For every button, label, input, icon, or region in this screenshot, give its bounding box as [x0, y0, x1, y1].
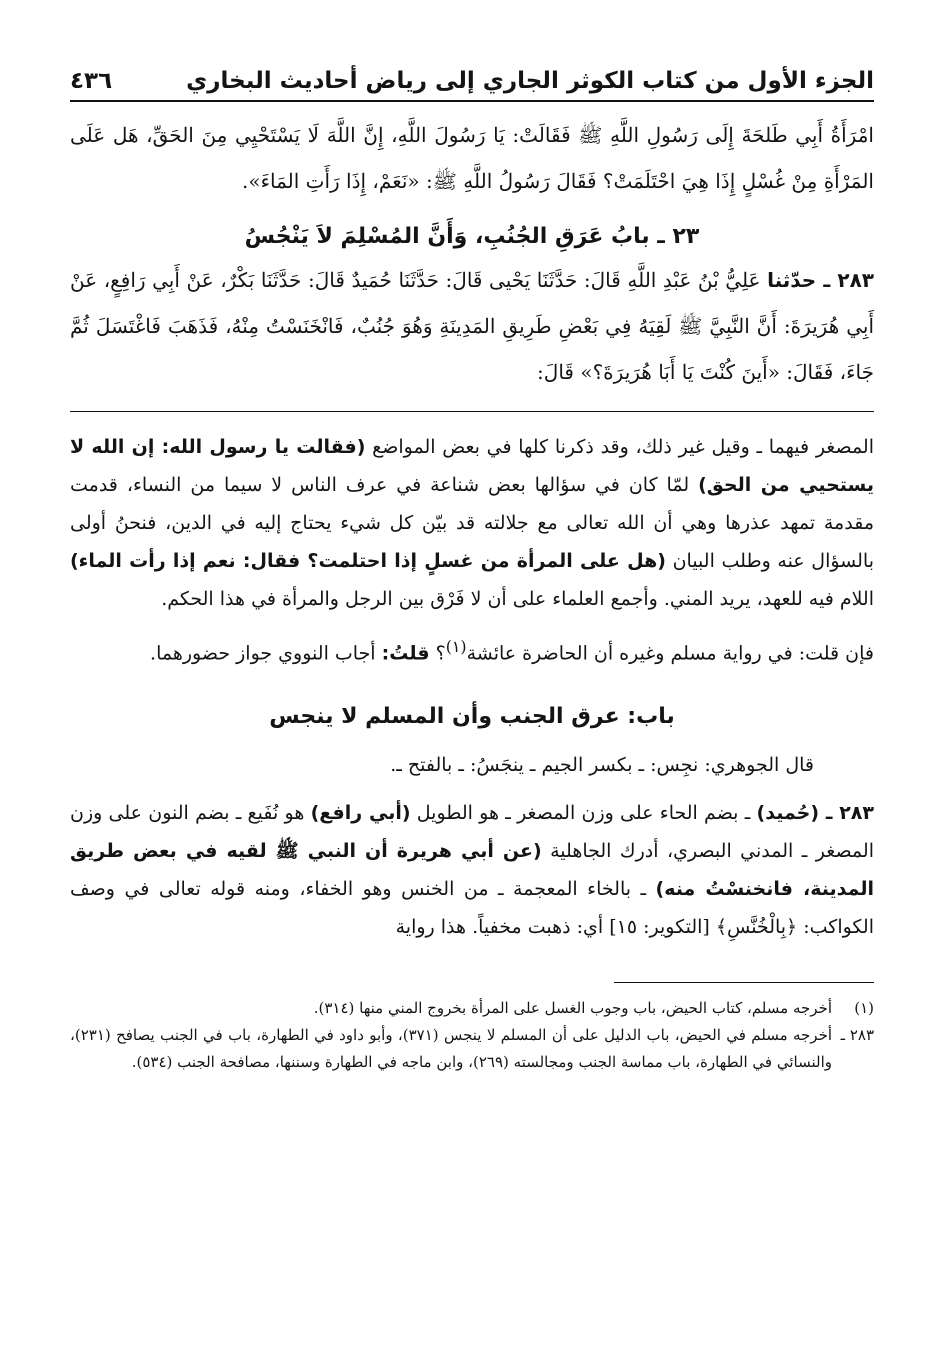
section-divider	[70, 411, 874, 412]
book-page	[70, 54, 874, 1076]
footnote	[70, 1022, 874, 1076]
footnote-key: (١)	[854, 999, 874, 1018]
footnote	[70, 995, 874, 1022]
quoted-text: (عن أبي هريرة أن النبي ﷺ لقيه في بعض طريق المدينة، فانخنسْتُ منه)	[70, 840, 874, 901]
commentary-text: المصغر فيهما ـ وقيل غير ذلك، وقد ذكرنا كلها في بعض المواضع	[365, 436, 874, 458]
footnote-text: أخرجه مسلم في الحيض، باب الدليل على أن المسلم لا ينجس (٣٧١)، وأبو داود في الطهارة، باب في الجنب يصافح (٢٣١)، والنسائي في الطهارة، باب مماسة الجنب ومجالسته (٢٦٩)، وابن ماجه في الطهارة وسننها، مصافحة الجنب (٥٣٤).	[70, 1026, 833, 1072]
commentary-text: لمّا كان في سؤالها بعض شناعة في عرف الناس لا سيما من النساء، قدمت مقدمة تمهد عذرها وهي أن الله تعالى مع جلالته قد بيّن كل شيء يحتاج إليه في الدين، فنحنُ أولى بالسؤال عنه وطلب البيان	[70, 474, 875, 572]
commentary-paragraph	[70, 628, 874, 672]
hadith-body: عَلِيُّ بْنُ عَبْدِ اللَّهِ قَالَ: حَدَّثَنَا يَحْيى قَالَ: حَدَّثَنَا حُمَيدٌ قَالَ: حَدَّثَنَا بَكْرٌ، عَنْ أَبِي رَافِعٍ، عَنْ أَبِي هُرَيرَةَ: أَنَّ النَّبِيَّ ﷺ لَقِيَهُ فِي بَعْضِ طَرِيقِ المَدِينَةِ وَهُوَ جُنُبٌ، فَانْخَنَسْتُ مِنْهُ، فَذَهَبَ فَاغْتَسَلَ ثُمَّ جَاءَ، فَقَالَ: «أَينَ كُنْتَ يَا أَبَا هُرَيرَةَ؟» قَالَ:	[70, 268, 874, 384]
chapter-heading: ٢٣ ـ بابُ عَرَقِ الجُنُبِ، وَأَنَّ المُسْلِمَ لاَ يَنْجُسُ	[244, 224, 700, 249]
commentary-text: ؟	[429, 642, 446, 665]
quoted-text: (فقالت يا رسول الله: إن الله لا يستحيي من الحق)	[70, 436, 874, 496]
running-header	[70, 54, 874, 102]
jawhari-note: قال الجوهري: نجِس: ـ بكسر الجيم ـ ينجَسُ: ـ بالفتح ـ.	[390, 754, 814, 777]
commentary-text: فإن قلت: في رواية مسلم وغيره أن الحاضرة عائشة	[466, 642, 874, 665]
commentary-text: أجاب النووي جواز حضورهما.	[150, 642, 382, 665]
quoted-text: (هل على المرأة من غسلٍ إذا احتلمت؟ فقال: نعم إذا رأت الماء)	[70, 550, 666, 572]
footnote-key: ٢٨٣ ـ	[840, 1026, 874, 1045]
quoted-text: قلتُ:	[381, 642, 430, 665]
footnotes	[70, 995, 874, 1076]
hadith-continuation: امْرَأَةُ أَبِي طَلحَةَ إِلَى رَسُولِ اللَّهِ ﷺ فَقَالَتْ: يَا رَسُولَ اللَّهِ، إِنَّ اللَّهَ لَا يَسْتَحْيِي مِنَ الحَقِّ، هَل عَلَى المَرْأَةِ مِنْ غُسْلٍ إِذَا هِيَ احْتَلَمَتْ؟ فَقَالَ رَسُولُ اللَّهِ ﷺ: «نَعَمْ، إِذَا رَأَتِ المَاءَ».	[70, 123, 874, 193]
commentary-paragraph	[70, 794, 874, 946]
hadith-283	[70, 257, 874, 395]
commentary-paragraph	[70, 428, 874, 618]
hadith-section	[70, 112, 874, 395]
footnote-rule	[614, 982, 874, 983]
footnote-reference: (١)	[445, 637, 467, 656]
hadith-number: ٢٨٣ ـ حدّثنا	[767, 268, 874, 292]
quoted-text: (أبي رافع)	[310, 802, 411, 825]
page-number: ٤٣٦	[70, 68, 113, 94]
commentary-heading: باب: عرق الجنب وأن المسلم لا ينجس	[269, 704, 675, 730]
book-title: الجزء الأول من كتاب الكوثر الجاري إلى رياض أحاديث البخاري	[186, 68, 874, 94]
commentary-text: ـ بضم الحاء على وزن المصغر ـ هو الطويل	[410, 802, 757, 825]
hadith-number: ٢٨٣ ـ (حُميد)	[756, 802, 874, 825]
commentary-text: ـ بالخاء المعجمة ـ من الخنس وهو الخفاء، ومنه قوله تعالى في وصف الكواكب: ﴿بِالْخُنَّسِ﴾ [التكوير: ١٥] أي: ذهبت مخفياً. هذا رواية	[70, 878, 874, 939]
footnote-text: أخرجه مسلم، كتاب الحيض، باب وجوب الغسل على المرأة بخروج المني منها (٣١٤).	[313, 999, 832, 1018]
commentary-text: اللام فيه للعهد، يريد المني. وأجمع العلماء على أن لا فَرْق بين الرجل والمرأة في هذا الحكم.	[161, 588, 874, 610]
commentary-section	[70, 428, 874, 946]
commentary-text: هو نُفَيع ـ بضم النون على وزن المصغر ـ المدني البصري، أدرك الجاهلية	[70, 802, 874, 863]
